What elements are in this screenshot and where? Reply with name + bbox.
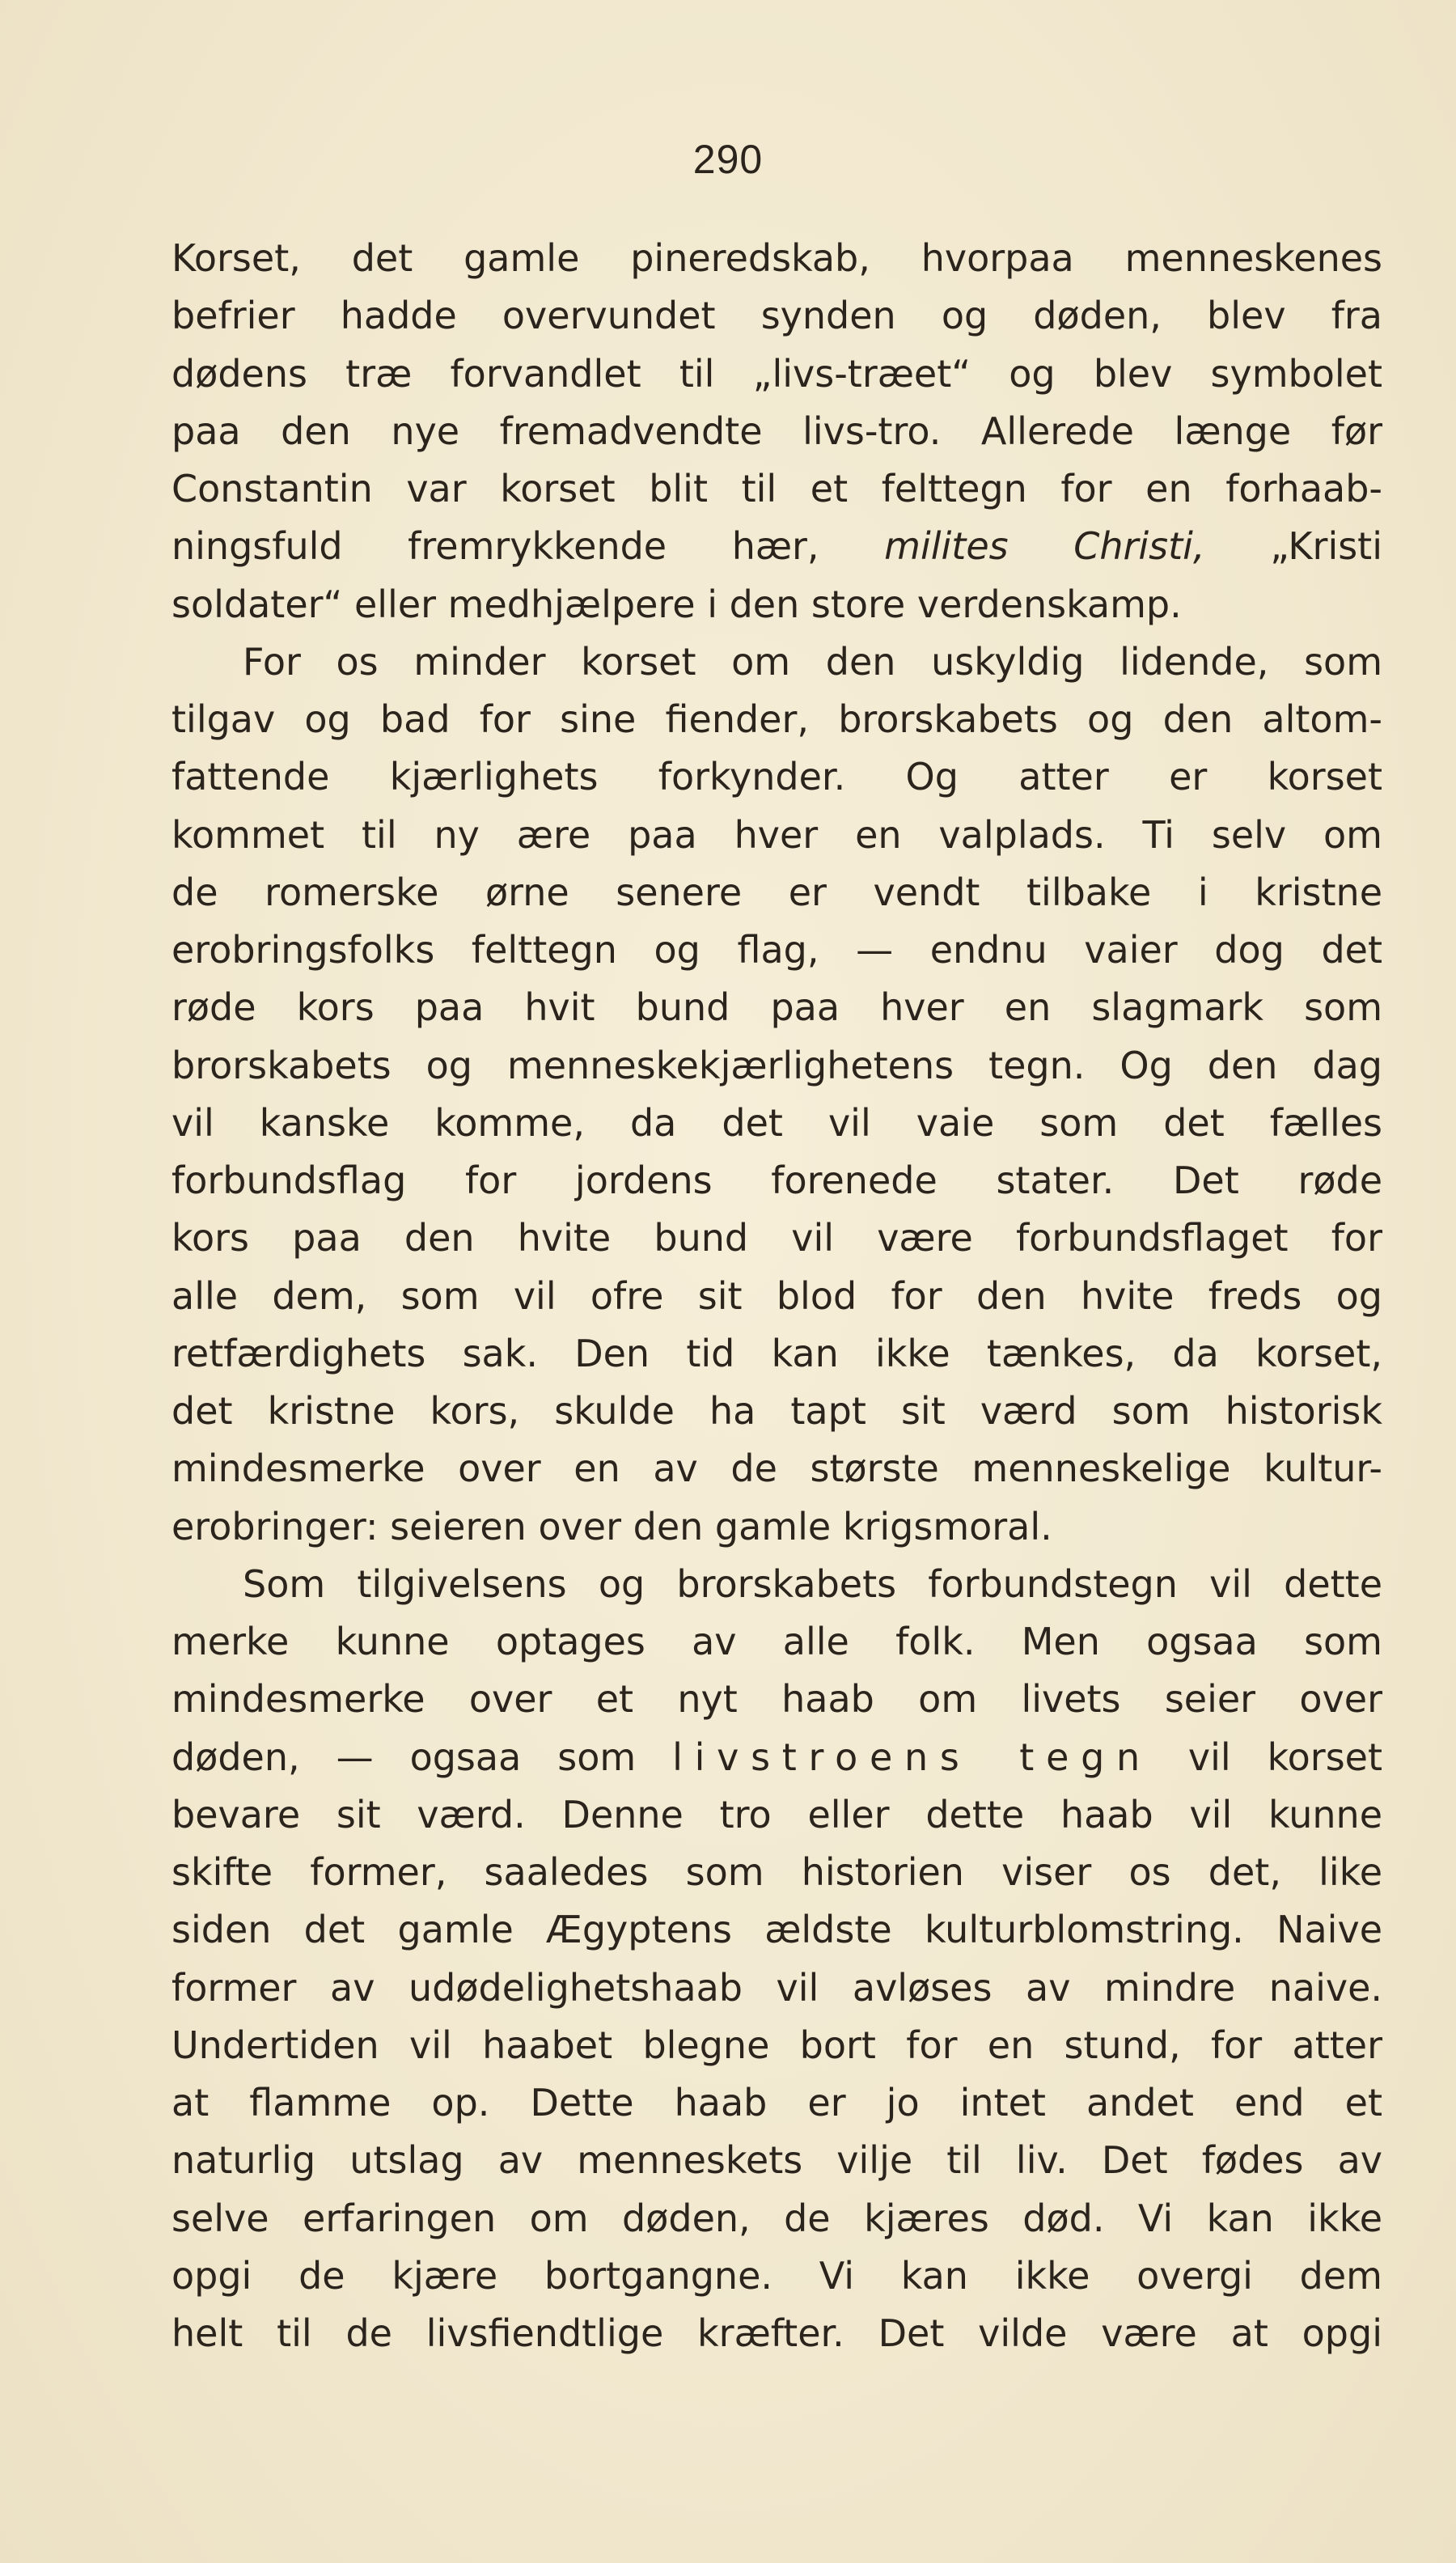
text-segment: erobringsfolks felttegn og flag, — endnu vaier dog det [171, 928, 1382, 972]
text-line [171, 1209, 1382, 1267]
text-line [171, 864, 1382, 921]
text-line [171, 230, 1382, 287]
text-line [171, 1095, 1382, 1152]
text-line [171, 1671, 1382, 1728]
text-line [171, 807, 1382, 864]
text-line [171, 979, 1382, 1036]
text-line [171, 2132, 1382, 2189]
text-line [171, 1729, 1382, 1786]
text-segment: at flamme op. Dette haab er jo intet andet end et [171, 2081, 1382, 2125]
text-segment: skifte former, saaledes som historien viser os det, like [171, 1850, 1382, 1894]
text-segment: erobringer: seieren over den gamle krigsmoral. [171, 1504, 1052, 1548]
text-line [171, 1037, 1382, 1095]
text-segment: dødens træ forvandlet til „livs-træet“ og blev symbolet [171, 351, 1382, 396]
text-segment: fattende kjærlighets forkynder. Og atter er korset [171, 755, 1382, 799]
page-number: 290 [692, 137, 764, 182]
text-line [171, 2017, 1382, 2074]
text-segment: vil korset [1151, 1735, 1382, 1779]
text-segment: forbundsflag for jordens forenede stater. Det røde [171, 1159, 1382, 1202]
text-segment: Constantin var korset blit til et felttegn for en forhaab- [171, 467, 1382, 510]
text-segment: mindesmerke over et nyt haab om livets seier over [171, 1677, 1382, 1722]
text-line [171, 1152, 1382, 1209]
text-segment: brorskabets og menneskekjærlighetens tegn. Og den dag [171, 1043, 1382, 1087]
text-segment: alle dem, som vil ofre sit blod for den hvite freds og [171, 1273, 1382, 1318]
text-line [171, 518, 1382, 575]
text-line [171, 1844, 1382, 1901]
text-line [171, 1440, 1382, 1498]
text-line [171, 2247, 1382, 2305]
text-segment: Som tilgivelsens og brorskabets forbundstegn vil dette [243, 1561, 1382, 1606]
text-segment: helt til de livsfiendtlige kræfter. Det vilde være at opgi [171, 2311, 1382, 2355]
text-segment: vil kanske komme, da det vil vaie som det fælles [171, 1100, 1382, 1145]
text-segment: merke kunne optages av alle folk. Men ogsaa som [171, 1620, 1382, 1663]
text-line [171, 1901, 1382, 1959]
text-segment: mindesmerke over en av de største menneskelige kultur- [171, 1447, 1382, 1491]
text-segment: ningsfuld fremrykkende hær, [171, 524, 885, 569]
text-line [171, 748, 1382, 806]
text-line [171, 1613, 1382, 1671]
italic-phrase: milites Christi, [884, 524, 1205, 569]
text-line [171, 1556, 1382, 1613]
text-line [171, 691, 1382, 748]
text-line [171, 403, 1382, 460]
text-line [171, 576, 1382, 633]
text-segment: opgi de kjære bortgangne. Vi kan ikke overgi dem [171, 2253, 1382, 2298]
text-segment: soldater“ eller medhjælpere i den store verdenskamp. [171, 582, 1182, 626]
spaced-phrase: livstroens tegn [672, 1735, 1152, 1779]
text-line [171, 1959, 1382, 2017]
text-line [171, 1325, 1382, 1383]
text-line [171, 1498, 1382, 1556]
text-line [171, 2074, 1382, 2132]
text-segment: siden det gamle Ægyptens ældste kulturblomstring. Naive [171, 1908, 1382, 1952]
text-segment: befrier hadde overvundet synden og døden, blev fra [171, 294, 1382, 338]
text-line [171, 921, 1382, 979]
text-segment: røde kors paa hvit bund paa hver en slagmark som [171, 985, 1382, 1030]
text-segment: det kristne kors, skulde ha tapt sit værd som historisk [171, 1389, 1382, 1433]
text-segment: retfærdighets sak. Den tid kan ikke tænkes, da korset, [171, 1331, 1382, 1375]
text-line [171, 287, 1382, 345]
text-line [171, 2305, 1382, 2362]
text-segment: paa den nye fremadvendte livs-tro. Allerede længe før [171, 409, 1382, 453]
text-segment: bevare sit værd. Denne tro eller dette haab vil kunne [171, 1792, 1382, 1836]
body-text [171, 230, 1382, 2362]
text-line [171, 345, 1382, 403]
text-segment: tilgav og bad for sine fiender, brorskabets og den altom- [171, 697, 1382, 741]
text-segment: former av udødelighetshaab vil avløses av mindre naive. [171, 1965, 1382, 2010]
text-line [171, 2190, 1382, 2247]
text-segment: For os minder korset om den uskyldig lidende, som [243, 639, 1382, 684]
text-line [171, 633, 1382, 691]
text-line [171, 1383, 1382, 1440]
text-line [171, 1786, 1382, 1844]
text-line [171, 460, 1382, 518]
text-segment: „Kristi [1204, 524, 1382, 569]
text-segment: døden, — ogsaa som [171, 1735, 673, 1779]
text-segment: selve erfaringen om døden, de kjæres død. Vi kan ikke [171, 2196, 1382, 2240]
text-segment: Undertiden vil haabet blegne bort for en stund, for atter [171, 2023, 1382, 2067]
text-segment: Korset, det gamle pineredskab, hvorpaa menneskenes [171, 236, 1382, 280]
text-segment: de romerske ørne senere er vendt tilbake i kristne [171, 870, 1382, 914]
text-segment: naturlig utslag av menneskets vilje til liv. Det fødes av [171, 2138, 1382, 2183]
text-segment: kommet til ny ære paa hver en valplads. Ti selv om [171, 812, 1382, 857]
text-line [171, 1268, 1382, 1325]
text-segment: kors paa den hvite bund vil være forbundsflaget for [171, 1216, 1382, 1260]
